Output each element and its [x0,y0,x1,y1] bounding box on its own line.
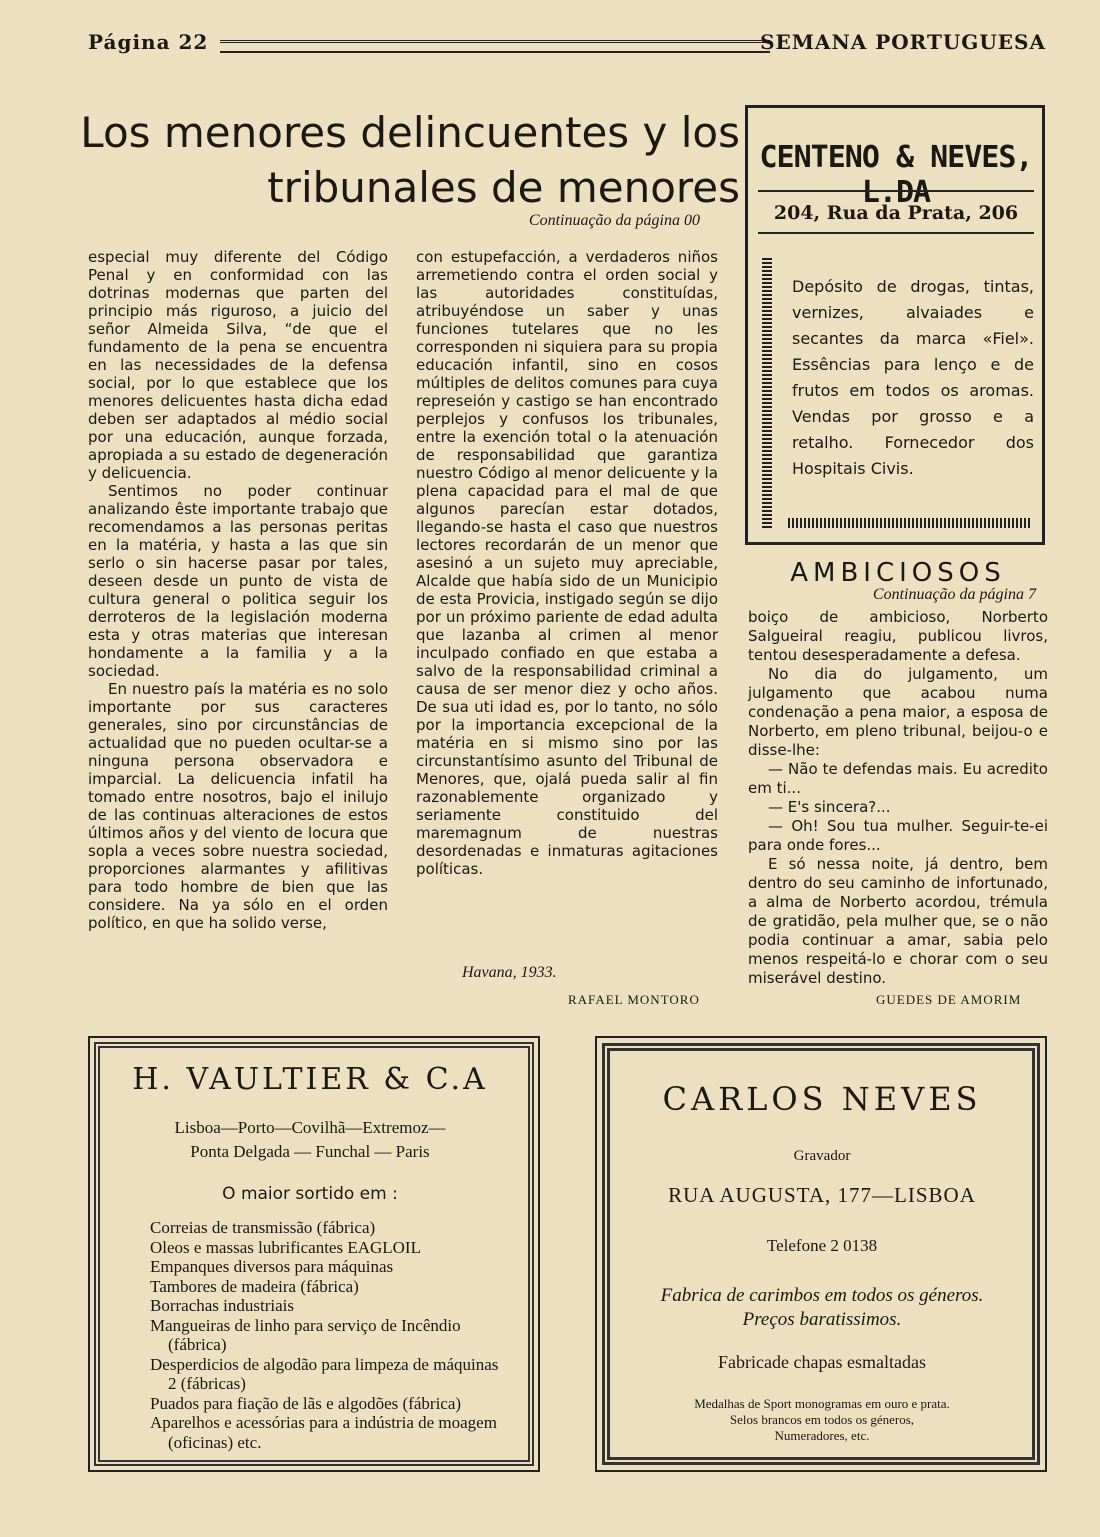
vaultier-ad-cities2: Ponta Delgada — Funchal — Paris [190,1142,430,1161]
list-item: Desperdicios de algodão para limpeza de máquinas 2 (fábricas) [150,1354,499,1393]
list-item: Empanques diversos para máquinas [150,1257,394,1276]
list-item: Oleos e massas lubrificantes EAGLOIL [150,1237,421,1257]
carlos-ad-small3: Numeradores, etc. [774,1428,870,1443]
article-paragraph: Sentimos no poder continuar analizando êste importante trabajo que recomendamos a las personas peritas en la matéria, y hasta a las que sin serlo o sin hacerse pasar por tales, deseen desde un punto de vista de cultura general o politica seguir los derroteros de la legislación moderna esta y otras materias que interesan hondamente a la familia y a la sociedad. [88,482,388,680]
list-item: Correias de transmissão (fábrica) [150,1218,376,1237]
centeno-ad-text: Depósito de drogas, tintas, vernizes, alvaiades e secantes da marca «Fiel». Essências para lenço e de frutos em todos os aromas. Vendas por grosso e a retalho. Fornecedor dos Hospitais Civis. [792,277,1034,478]
list-item: Puados para fiação de lãs e algodões (fábrica) [150,1393,462,1413]
centeno-ad-address: 204, Rua da Prata, 206 [773,202,1019,224]
page-number: Página 22 [88,30,209,54]
ornament-bar-icon [762,258,772,528]
divider [758,232,1034,234]
story-author: GUEDES DE AMORIM [876,992,1022,1007]
story-paragraph: — Oh! Sou tua mulher. Seguir-te-ei para onde fores... [748,817,1048,854]
magazine-name: SEMANA PORTUGUESA [760,30,1046,54]
carlos-ad-line2: Fabricade chapas esmaltadas [718,1352,926,1372]
article-paragraph: En nuestro país la matéria es no solo importante por sus caracteres generales, sino por circunstâncias de actualidad que no pueden ocultar-se a ninguna persona observadora e imparcial. La delicuencia infatil ha tomado entre nosotros, bajo el inilujo de las continuas alteraciones de estos últimos años y del viento de locura que sopla a veces sobre nuestra sociedad, proporciones alarmantes y afilitivas para todo hombre de bien que las considere. Na ya sólo en el orden político, en que ha solido verse, [88,680,388,932]
list-item: Borrachas industriais [150,1296,294,1315]
article-paragraph: especial muy diferente del Código Penal y en conformidad con las dotrinas modernas que parten del principio más riguroso, a juicio del señor Almeida Silva, “de que el fundamento de la pena se encuentra en las necessidades de la defensa social, por lo que establece que los menores delicuentes hasta dicha edad deben ser adaptados al médio social por una educación, aunque forzada, apropiada a su estado de degeneración y delicuencia. [88,248,388,482]
vaultier-ad-items [150,1218,510,1452]
list-item: Mangueiras de linho para serviço de Incêndio (fábrica) [150,1315,461,1354]
vaultier-ad-heading: O maior sortido em : [222,1184,398,1204]
article-continuation: Continuação da página 00 [528,212,700,229]
article-title-line1: Los menores delincuentes y los [80,108,740,157]
article-title [80,105,740,215]
list-item: Tambores de madeira (fábrica) [150,1276,359,1296]
vaultier-ad-cities1: Lisboa—Porto—Covilhã—Extremoz— [174,1118,446,1137]
article-title-line2: tribunales de menores [267,163,740,212]
story-paragraph: E só nessa noite, já dentro, bem dentro do seu caminho de infortunado, a alma de Norberto acordou, trémula de gratidão, pela mulher que, se o não podia continuar a amar, sabia pelo menos respeitá-lo e chorar com o seu miserável destino. [748,855,1048,987]
centeno-ad-name: CENTENO & NEVES, L.DA [759,140,1033,210]
story-paragraph: No dia do julgamento, um julgamento que acabou numa condenação a pena maior, a esposa de Norberto, em pleno tribunal, beijou-o e disse-lhe: [748,665,1048,759]
story-paragraph: — Não te defendas mais. Eu acredito em ti... [748,760,1048,797]
article-place-date: Havana, 1933. [462,964,557,981]
carlos-ad-slogan: Fabrica de carimbos em todos os géneros. Preços baratissimos. [660,1285,984,1330]
article-column-2 [416,248,718,878]
story-title: AMBICIOSOS [790,558,1006,588]
carlos-ad-small1: Medalhas de Sport monogramas em ouro e prata. [694,1396,950,1411]
article-paragraph: con estupefacción, a verdaderos niños arremetiendo contra el orden social y las autoridades constituídas, atribuyéndose un saber y unas funciones tutelares que no les corresponden ni siquiera para su propia educación infantil, sino en cosos múltiples de delitos comunes para cuya represeión y castigo se han encontrado perplejos y confusos los tribunales, entre la exención total o la atenuación de responsabilidad que garantiza nuestro Código al menor delicuente y la plena capacidad para el mal de que algunos parecían estar dotados, llegando-se hasta el caso que nuestros lectores recordarán de un menor que asesinó a un sujeto muy apreciable, Alcalde que había sido de un Municipio de esta Provicia, instigado según se dijo por un próximo pariente de edad adulta que lazanba al crimen al menor inculpado confiado en que estaba a salvo de la responsabilidad criminal a causa de ser menor diez y ocho años. De sua uti idad es, por lo tanto, no sólo por la importancia excepcional de la matéria en si mismo sino por las circunstantísimo asunto del Tribunal de Menores, que, ojalá pueda salir al fin razonablemente organizado y seriamente constituido del maremagnum de nuestras desordenadas e inmaturas agitaciones políticas. [416,248,718,878]
story-paragraph: — E's sincera?... [768,798,891,816]
vaultier-ad [88,1036,540,1472]
divider [758,190,1034,192]
header-rule [220,40,770,53]
story-paragraph: boiço de ambicioso, Norberto Salgueiral reagiu, publicou livros, tentou desesperadamente a defesa. [748,608,1048,664]
vaultier-ad-name: H. VAULTIER & C.A [132,1062,488,1097]
carlos-ad-name: CARLOS NEVES [662,1080,982,1118]
carlos-ad-small2: Selos brancos em todos os géneros, [729,1412,915,1427]
carlos-ad-address: RUA AUGUSTA, 177—LISBOA [668,1183,976,1207]
carlos-ad-phone: Telefone 2 0138 [766,1236,878,1255]
carlos-neves-ad [595,1036,1047,1472]
story-continuation: Continuação da página 7 [872,586,1036,603]
centeno-neves-ad [745,105,1045,545]
ornament-bar-icon [788,518,1032,528]
story-column [748,608,1048,988]
carlos-ad-trade: Gravador [793,1148,851,1164]
article-author: RAFAEL MONTORO [568,992,700,1007]
article-column-1 [88,248,388,932]
list-item: Aparelhos e acessórias para a indústria de moagem (oficinas) etc. [150,1413,497,1452]
